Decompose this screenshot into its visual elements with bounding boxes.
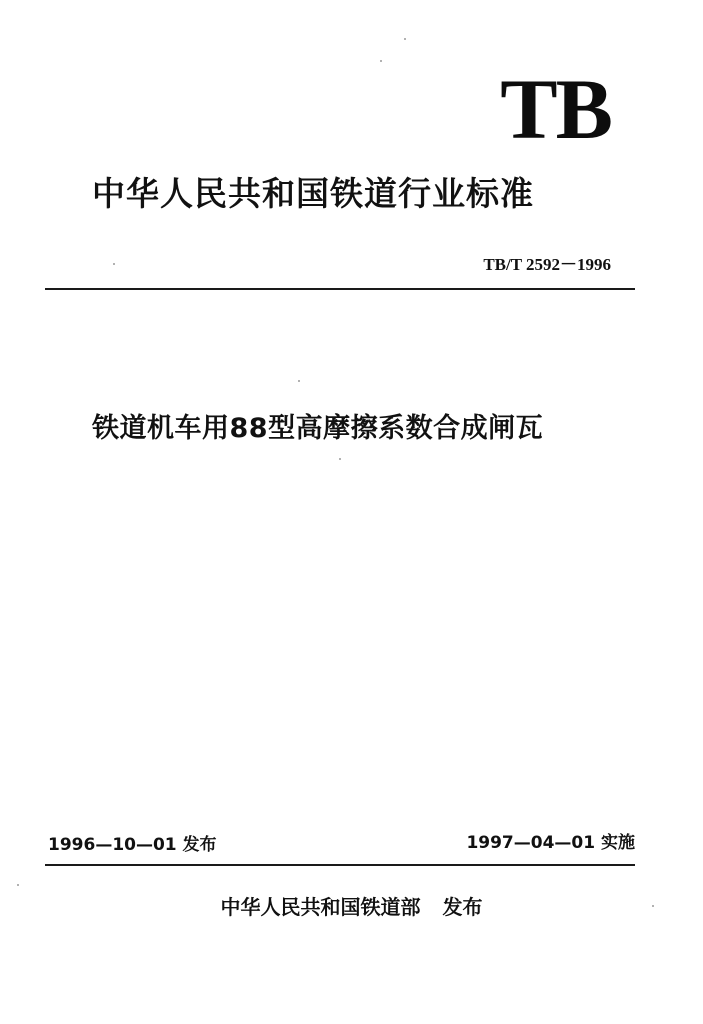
scan-speck <box>652 905 654 907</box>
tb-logo: TB <box>500 61 611 157</box>
effective-date: 1997—04—01 实施 <box>466 833 635 853</box>
scan-speck <box>339 458 341 460</box>
publisher-name: 中华人民共和国铁道部 <box>220 895 421 919</box>
scan-speck <box>298 380 300 382</box>
scan-speck <box>404 38 406 40</box>
scan-speck <box>380 60 382 62</box>
header-divider <box>45 288 635 290</box>
document-title: 铁道机车用88型高摩擦系数合成闸瓦 <box>92 413 544 444</box>
footer-divider <box>45 864 635 866</box>
publisher-action: 发布 <box>442 895 483 919</box>
standard-number: TB/T 2592－1996 <box>483 255 611 274</box>
scan-speck <box>17 884 19 886</box>
standard-organization: 中华人民共和国铁道行业标准 <box>92 174 534 213</box>
scan-speck <box>113 263 115 265</box>
publisher-line <box>0 893 703 921</box>
issue-date: 1996—10—01 发布 <box>48 835 217 855</box>
